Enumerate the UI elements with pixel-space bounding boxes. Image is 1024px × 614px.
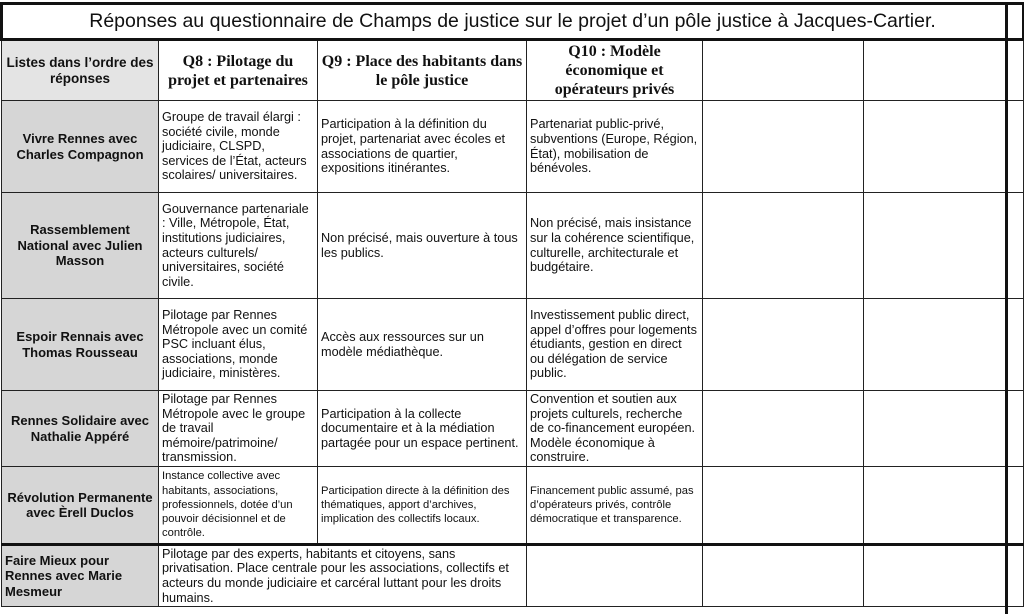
empty-cell: [864, 193, 1007, 299]
q10-answer: Investissement public direct, appel d’offres pour logements étudiants, gestion en direct ou délégation de service public.: [527, 299, 703, 391]
table-row: [2, 467, 1024, 545]
table-title: Réponses au questionnaire de Champs de justice sur le projet d’un pôle justice à Jacques-Cartier.: [2, 4, 1024, 40]
q8-answer: Gouvernance partenariale : Ville, Métropole, État, institutions judiciaires, acteurs culturels/ universitaires, société civile.: [159, 193, 318, 299]
empty-cell: [1007, 467, 1024, 545]
q10-answer: Convention et soutien aux projets culturels, recherche de co-financement européen. Modèle économique à construire.: [527, 391, 703, 467]
q8-q9-merged-answer: Pilotage par des experts, habitants et citoyens, sans privatisation. Place centrale pour les associations, collectifs et acteurs du monde judiciaire et carcéral luttant pour les droits humains.: [159, 545, 527, 607]
header-q9: Q9 : Place des habitants dans le pôle justice: [318, 40, 527, 101]
empty-cell: [703, 467, 864, 545]
empty-cell: [527, 545, 703, 607]
empty-cell: [1007, 545, 1024, 607]
list-name: Vivre Rennes avec Charles Compagnon: [2, 101, 159, 193]
q9-answer: Accès aux ressources sur un modèle médiathèque.: [318, 299, 527, 391]
table-row: [2, 299, 1024, 391]
right-border-line: [1005, 2, 1008, 614]
empty-header-cell: [703, 40, 864, 101]
empty-cell: [1007, 101, 1024, 193]
empty-cell: [864, 101, 1007, 193]
table-row: [2, 391, 1024, 467]
empty-header-cell: [864, 40, 1007, 101]
empty-cell: [703, 193, 864, 299]
empty-cell: [864, 391, 1007, 467]
q10-answer: Financement public assumé, pas d’opérateurs privés, contrôle démocratique et transparence.: [527, 467, 703, 545]
list-name: Rennes Solidaire avec Nathalie Appéré: [2, 391, 159, 467]
empty-cell: [1007, 391, 1024, 467]
empty-cell: [703, 545, 864, 607]
table-row: [2, 545, 1024, 607]
header-q8: Q8 : Pilotage du projet et partenaires: [159, 40, 318, 101]
empty-header-cell: [1007, 40, 1024, 101]
table-row: [2, 193, 1024, 299]
q8-answer: Pilotage par Rennes Métropole avec un comité PSC incluant élus, associations, monde judiciaire, ministères.: [159, 299, 318, 391]
responses-table: [0, 2, 1024, 607]
empty-cell: [703, 299, 864, 391]
empty-cell: [864, 299, 1007, 391]
empty-cell: [703, 391, 864, 467]
header-q10: Q10 : Modèle économique et opérateurs privés: [527, 40, 703, 101]
q9-answer: Participation directe à la définition des thématiques, apport d’archives, implication des collectifs locaux.: [318, 467, 527, 545]
q9-answer: Participation à la collecte documentaire et à la médiation partagée pour un espace pertinent.: [318, 391, 527, 467]
q10-answer: Partenariat public-privé, subventions (Europe, Région, État), mobilisation de bénévoles.: [527, 101, 703, 193]
list-name: Révolution Permanente avec Èrell Duclos: [2, 467, 159, 545]
list-name: Rassemblement National avec Julien Masson: [2, 193, 159, 299]
q8-answer: Pilotage par Rennes Métropole avec le groupe de travail mémoire/patrimoine/ transmission.: [159, 391, 318, 467]
list-name: Espoir Rennais avec Thomas Rousseau: [2, 299, 159, 391]
q8-answer: Groupe de travail élargi : société civile, monde judiciaire, CLSPD, services de l’État, acteurs scolaires/ universitaires.: [159, 101, 318, 193]
q10-answer: Non précisé, mais insistance sur la cohérence scientifique, culturelle, architecturale et budgétaire.: [527, 193, 703, 299]
q9-answer: Non précisé, mais ouverture à tous les publics.: [318, 193, 527, 299]
empty-cell: [1007, 299, 1024, 391]
q9-answer: Participation à la définition du projet, partenariat avec écoles et associations de quartier, expositions itinérantes.: [318, 101, 527, 193]
empty-cell: [864, 545, 1007, 607]
list-name: Faire Mieux pour Rennes avec Marie Mesmeur: [2, 545, 159, 607]
empty-cell: [703, 101, 864, 193]
header-lists: Listes dans l’ordre des réponses: [2, 40, 159, 101]
empty-cell: [1007, 193, 1024, 299]
table-row: [2, 101, 1024, 193]
q8-answer: Instance collective avec habitants, associations, professionnels, dotée d’un pouvoir décisionnel et de contrôle.: [159, 467, 318, 545]
empty-cell: [864, 467, 1007, 545]
